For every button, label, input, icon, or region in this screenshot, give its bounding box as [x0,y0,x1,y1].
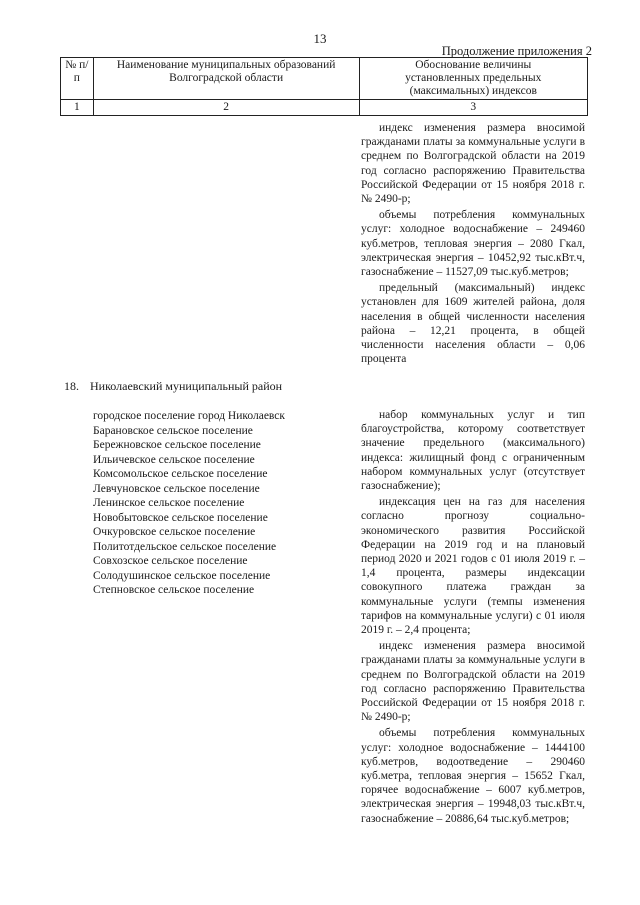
list-item: Ленинское сельское поселение [93,497,245,509]
list-item: Новобытовское сельское поселение [93,511,268,524]
district-name: Николаевский муниципальный район [90,379,283,393]
header-col-name-line2: Волгоградской области [169,72,284,84]
row18-justification [361,408,585,826]
justification-paragraph: объемы потребления коммунальных услуг: холодное водоснабжение – 249460 куб.метров, тепловая энергия – 2080 Гкал, электрическая энергия – 10452,92 тыс.кВт.ч, газоснабжение – 11527,09 тыс.куб.метров; [361,209,585,279]
row-number: 18. [64,379,79,393]
header-col-justification-line1: Обоснование величины [415,59,532,71]
list-item: Ильичевское сельское поселение [93,453,255,466]
justification-paragraph: индекс изменения размера вносимой гражданами платы за коммунальные услуги в среднем по Волгоградской области на 2019 год согласно распоряжению Правительства Российской Федерации от 15 ноября 2018 г. № 2490-р; [361,122,585,206]
list-item: Комсомольское сельское поселение [93,468,268,480]
list-item: Совхозское сельское поселение [93,555,248,567]
justification-paragraph: индексация цен на газ для населения согласно прогнозу социально-экономического развития Российской Федерации на 2019 год и на плановый период 2020 и 2021 годов с 01 июля 2019 г. – 1,4 процента, размеры индексации совокупного платежа граждан за коммунальные услуги (темпы изменения тарифов на коммунальные услуги) с 01 июля 2019 г. – 2,4 процента; [361,496,585,637]
header-table [60,57,588,116]
justification-paragraph: набор коммунальных услуг и тип благоустройства, которому соответствует значение предельного (максимального) индекса: жилищный фонд с ограниченным набором коммунальных услуг (отсутствует газоснабжение); [361,409,585,493]
header-col-justification-line2: установленных предельных [405,72,542,84]
continuation-label: Продолжение приложения 2 [441,44,592,58]
header-col-number-text: № п/п [65,59,89,84]
header-row [61,58,588,100]
list-item: Очкуровское сельское поселение [93,526,256,538]
header-col-justification [359,58,587,100]
header-col-number [61,58,94,100]
justification-paragraph: предельный (максимальный) индекс установлен для 1609 жителей района, доля населения в общей численности населения района – 12,21 процента, в общей численности населения области – 0,06 процента [361,282,585,366]
header-col-justification-line3: (максимальных) индексов [409,85,537,97]
list-item: Бережновское сельское поселение [93,439,261,451]
settlements-list [93,409,285,598]
header-col-name-line1: Наименование муниципальных образований [116,59,336,71]
column-number-2: 2 [93,100,359,116]
column-number-1: 1 [61,100,94,116]
column-number-3: 3 [359,100,587,116]
previous-row-justification [361,121,585,366]
list-item: Солодушинское сельское поселение [93,569,271,582]
list-item: Барановское сельское поселение [93,424,253,437]
page-number: 13 [313,31,327,46]
header-col-name [93,58,359,100]
list-item: Политотдельское сельское поселение [93,540,277,553]
list-item: городское поселение город Николаевск [93,410,285,422]
list-item: Степновское сельское поселение [93,584,255,596]
justification-paragraph: индекс изменения размера вносимой гражданами платы за коммунальные услуги в среднем по Волгоградской области на 2019 год согласно распоряжению Правительства Российской Федерации от 15 ноября 2018 г. № 2490-р; [361,640,585,724]
list-item: Левчуновское сельское поселение [93,482,260,495]
justification-paragraph: объемы потребления коммунальных услуг: холодное водоснабжение – 1444100 куб.метров, водоотведение – 290460 куб.метра, тепловая энергия – 15652 Гкал, горячее водоснабжение – 6007 куб.метров, электрическая энергия – 19948,03 тыс.кВт.ч, газоснабжение – 20886,64 тыс.куб.метров; [361,727,585,825]
column-numbers-row [61,100,588,116]
